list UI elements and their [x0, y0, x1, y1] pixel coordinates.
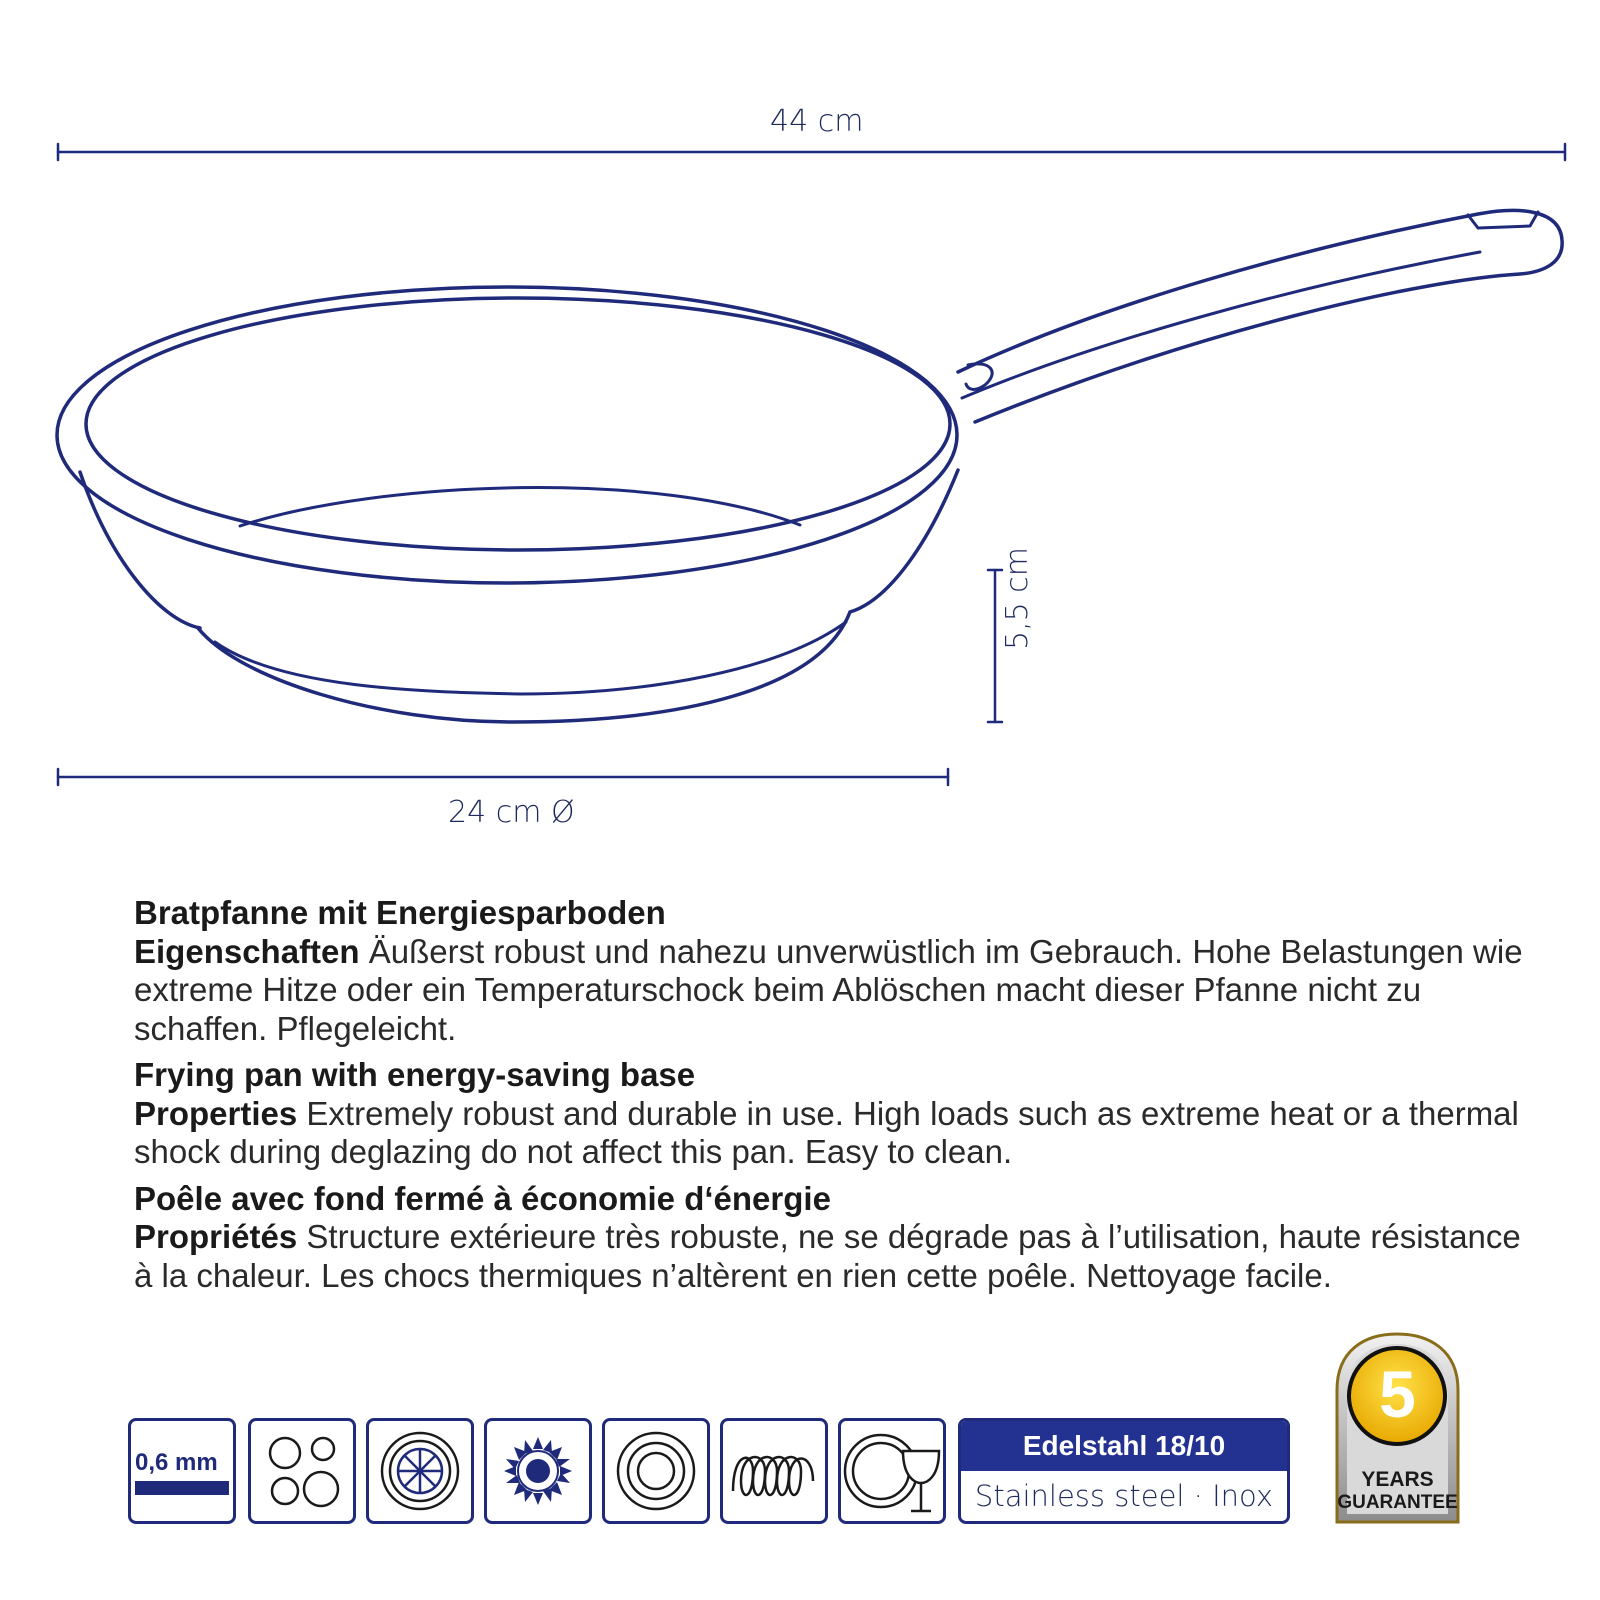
- guarantee-label: GUARANTEE: [1337, 1492, 1458, 1513]
- pan-base: [198, 612, 850, 722]
- gas-hob-icon: [484, 1418, 592, 1524]
- height-dimension-label: 5,5 cm: [1000, 547, 1035, 650]
- diameter-dimension-label: 24 cm Ø: [448, 795, 575, 830]
- electric-hob-icon: [248, 1418, 356, 1524]
- section-heading: Bratpfanne mit Energiesparboden: [134, 894, 666, 931]
- material-badge: [958, 1418, 1290, 1524]
- section-label: Propriétés: [134, 1218, 298, 1255]
- pan-rim-inner: [86, 298, 950, 550]
- material-primary: Edelstahl 18/10: [961, 1421, 1287, 1471]
- pan-handle: [958, 210, 1562, 422]
- section-body: Extremely robust and durable in use. High loads such as extreme heat or a thermal shock during deglazing do not affect this pan. Easy to clean.: [134, 1094, 1519, 1170]
- section-body: Structure extérieure très robuste, ne se dégrade pas à l’utilisation, haute résistance à la chaleur. Les chocs thermiques n’altèrent en rien cette poêle. Nettoyage facile.: [134, 1218, 1521, 1294]
- ceramic-hob-icon: [366, 1418, 474, 1524]
- induction-icon: [720, 1418, 828, 1524]
- guarantee-badge: [1325, 1330, 1470, 1530]
- pan-rim-outer: [57, 287, 957, 583]
- description-german: [134, 894, 1534, 1048]
- section-heading: Poêle avec fond fermé à économie d‘énergie: [134, 1179, 831, 1217]
- thickness-icon: [128, 1418, 236, 1524]
- material-secondary: Stainless steel · Inox: [974, 1479, 1274, 1513]
- description-french: [134, 1180, 1534, 1296]
- halogen-hob-icon: [602, 1418, 710, 1524]
- guarantee-years-number: 5: [1379, 1357, 1416, 1431]
- section-label: Eigenschaften: [134, 932, 360, 970]
- section-heading: Frying pan with energy-saving base: [134, 1056, 696, 1093]
- description-english: [134, 1056, 1534, 1172]
- length-dimension-label: 44 cm: [770, 104, 864, 139]
- section-body: Äußerst robust und nahezu unverwüstlich im Gebrauch. Hohe Belastungen wie extreme Hitze oder ein Temperaturschock beim Ablöschen macht dieser Pfanne nicht zu schaffen. Pflegeleicht.: [134, 932, 1523, 1047]
- dishwasher-icon: [838, 1418, 946, 1524]
- product-description: [134, 894, 1534, 1303]
- section-label: Properties: [134, 1094, 298, 1132]
- guarantee-years-label: YEARS: [1361, 1468, 1434, 1491]
- thickness-bar: [135, 1481, 229, 1495]
- thickness-label: 0,6 mm: [135, 1449, 218, 1476]
